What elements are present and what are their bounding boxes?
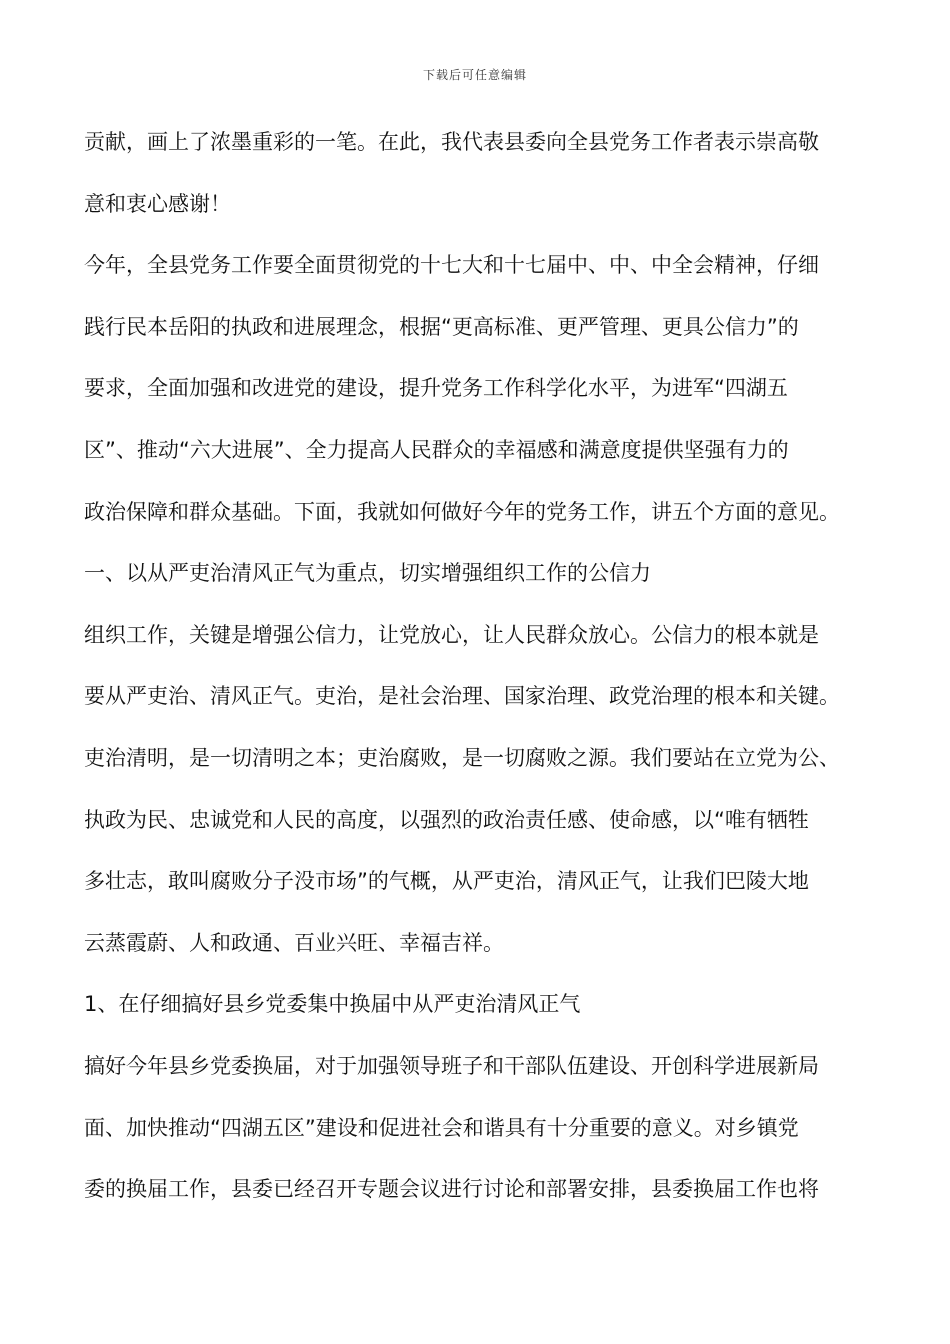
text-line: 委的换届工作，县委已经召开专题会议进行讨论和部署安排，县委换届工作也将 [84,1177,819,1202]
text-line: 面、加快推动“四湖五区”建设和促进社会和谐具有十分重要的意义。对乡镇党 [84,1115,799,1140]
text-line: 贡献，画上了浓墨重彩的一笔。在此，我代表县委向全县党务工作者表示崇高敬 [84,130,819,154]
text-line: 政治保障和群众基础。下面，我就如何做好今年的党务工作，讲五个方面的意见。 [84,499,840,524]
text-line: 今年，全县党务工作要全面贯彻党的十七大和十七届中、中、中全会精神，仔细 [84,253,819,278]
text-line: 组织工作，关键是增强公信力，让党放心，让人民群众放心。公信力的根本就是 [84,622,819,647]
section-heading: 一、以从严吏治清风正气为重点，切实增强组织工作的公信力 [84,561,651,586]
text-line: 吏治清明，是一切清明之本；吏治腐败，是一切腐败之源。我们要站在立党为公、 [84,745,840,770]
text-line: 要求，全面加强和改进党的建设，提升党务工作科学化水平，为进军“四湖五 [84,376,788,401]
text-line: 云蒸霞蔚、人和政通、百业兴旺、幸福吉祥。 [84,930,504,955]
text-line: 执政为民、忠诚党和人民的高度，以强烈的政治责任感、使命感，以“唯有牺牲 [84,807,809,832]
text-line: 要从严吏治、清风正气。吏治，是社会治理、国家治理、政党治理的根本和关键。 [84,684,840,709]
document-body [84,112,884,1221]
page-header-note: 下载后可任意编辑 [422,68,527,82]
subsection-heading: 1、在仔细搞好县乡党委集中换届中从严吏治清风正气 [84,992,581,1017]
text-line: 意和衷心感谢！ [84,191,231,216]
text-line: 区”、推动“六大进展”、全力提高人民群众的幸福感和满意度提供坚强有力的 [84,437,789,462]
text-line: 践行民本岳阳的执政和进展理念，根据“更高标准、更严管理、更具公信力”的 [84,314,799,339]
text-line: 多壮志，敢叫腐败分子没市场”的气概，从严吏治，清风正气，让我们巴陵大地 [84,869,809,894]
text-line: 搞好今年县乡党委换届，对于加强领导班子和干部队伍建设、开创科学进展新局 [84,1053,819,1078]
